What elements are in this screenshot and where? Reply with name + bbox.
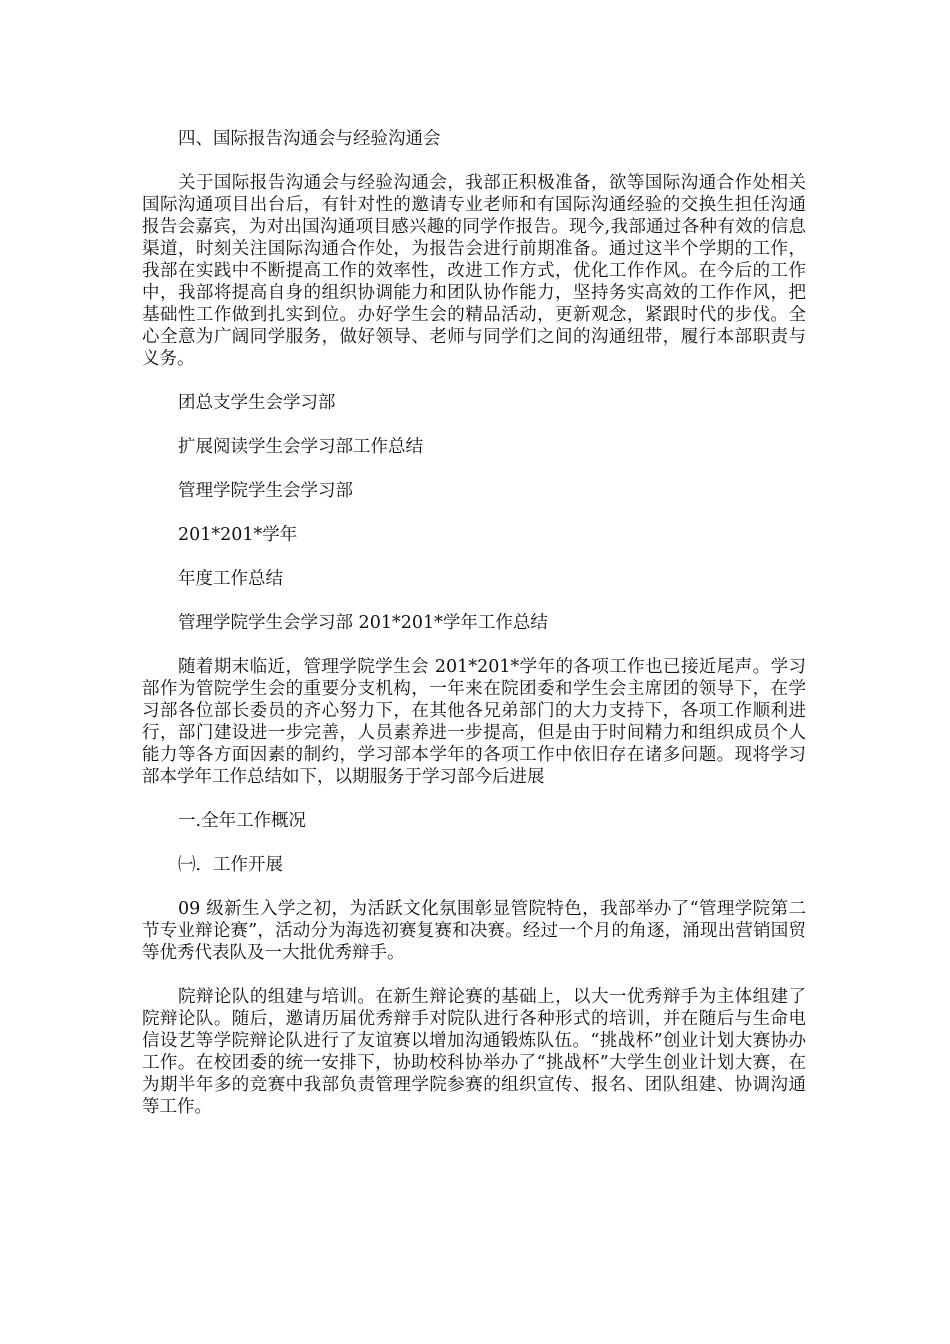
paragraph-intl-report-body: 关于国际报告沟通会与经验沟通会，我部正积极准备，欲等国际沟通合作处相关国际沟通项目出台后，有针对性的邀请专业老师和有国际沟通经验的交换生担任沟通报告会嘉宾，为对出国沟通项目感兴趣的同学作报告。现今,我部通过各种有效的信息渠道，时刻关注国际沟通合作处，为报告会进行前期准备。通过这半个学期的工作，我部在实践中不断提高工作的效率性，改进工作方式，优化工作作风。在今后的工作中，我部将提高自身的组织协调能力和团队协作能力，坚持务实高效的工作作风，把基础性工作做到扎实到位。办好学生会的精品活动，更新观念，紧跟时代的步伐。全心全意为广阔同学服务，做好领导、老师与同学们之间的沟通纽带，履行本部职责与义务。 [142,173,806,369]
dept-name-line: 管理学院学生会学习部 [178,481,353,501]
section-heading-overview: 一.全年工作概况 [178,811,307,831]
summary-full-title: 管理学院学生会学习部 201*201*学年工作总结 [178,613,548,633]
school-year-line: 201*201*学年 [178,525,298,545]
org-name-line: 团总支学生会学习部 [178,393,336,413]
subsection-heading-work: ㈠．工作开展 [178,855,283,875]
paragraph-intro: 随着期末临近，管理学院学生会 201*201*学年的各项工作也已接近尾声。学习部作为管院学生会的重要分支机构，一年来在院团委和学生会主席团的领导下，在学习部各位部长委员的齐心努力下，在其他各兄弟部门的大力支持下，各项工作顺利进行，部门建设进一步完善，人员素养进一步提高，但是由于时间精力和组织成员个人能力等各方面因素的制约，学习部本学年的各项工作中依旧存在诸多问题。现将学习部本学年工作总结如下，以期服务于学习部今后进展 [142,657,806,787]
section-heading-intl-report: 四、国际报告沟通会与经验沟通会 [178,129,441,149]
annual-summary-title: 年度工作总结 [178,569,283,589]
extended-reading-title: 扩展阅读学生会学习部工作总结 [178,437,423,457]
paragraph-debate-team: 院辩论队的组建与培训。在新生辩论赛的基础上，以大一优秀辩手为主体组建了院辩论队。随后，邀请历届优秀辩手对院队进行各种形式的培训，并在随后与生命电信设艺等学院辩论队进行了友谊赛以增加沟通锻炼队伍。“挑战杯”创业计划大赛协办工作。在校团委的统一安排下，协助校科协举办了“挑战杯”大学生创业计划大赛，在为期半年多的竞赛中我部负责管理学院参赛的组织宣传、报名、团队组建、协调沟通等工作。 [142,987,806,1117]
paragraph-debate-contest: 09 级新生入学之初，为活跃文化氛围彰显管院特色，我部举办了“管理学院第二节专业辩论赛”，活动分为海选初赛复赛和决赛。经过一个月的角逐，涌现出营销国贸等优秀代表队及一大批优秀辩手。 [142,899,806,963]
document-page [142,128,806,1140]
